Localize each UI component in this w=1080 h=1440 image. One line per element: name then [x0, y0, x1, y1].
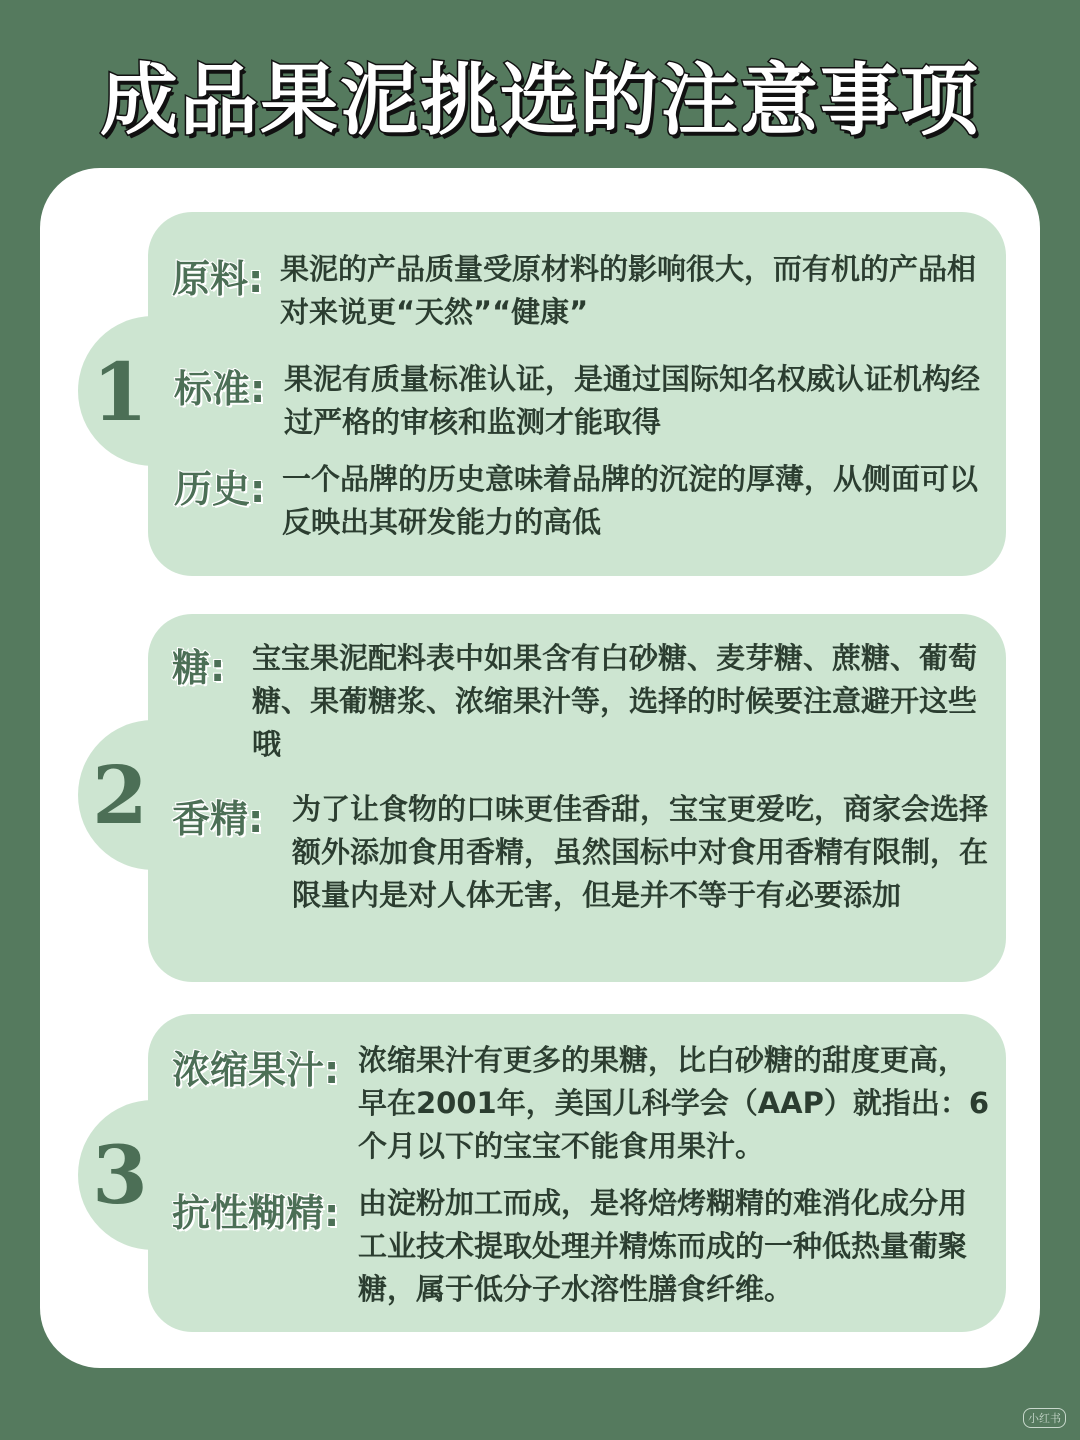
label-history: 历史: — [174, 467, 266, 511]
text-standard: 果泥有质量标准认证，是通过国际知名权威认证机构经过严格的审核和监测才能取得 — [284, 362, 981, 439]
text-flavor: 为了让食物的口味更佳香甜，宝宝更爱吃，商家会选择额外添加食用香精，虽然国标中对食用香精有限制，在限量内是对人体无害，但是并不等于有必要添加 — [292, 792, 989, 912]
text-history: 一个品牌的历史意味着品牌的沉淀的厚薄，从侧面可以反映出其研发能力的高低 — [282, 462, 979, 539]
label-flavor: 香精: — [172, 797, 264, 841]
label-concentrate: 浓缩果汁: — [172, 1048, 340, 1092]
label-dextrin: 抗性糊精: — [172, 1191, 340, 1235]
text-dextrin: 由淀粉加工而成，是将焙烤糊精的难消化成分用工业技术提取处理并精炼而成的一种低热量葡聚糖，属于低分子水溶性膳食纤维。 — [358, 1186, 968, 1306]
section-3-number: 3 — [92, 1128, 148, 1222]
watermark: 小红书 — [1023, 1408, 1066, 1428]
page-title: 成品果泥挑选的注意事项 — [99, 56, 980, 146]
label-standard: 标准: — [174, 367, 266, 411]
section-2-number: 2 — [92, 748, 148, 842]
label-sugar: 糖: — [172, 646, 226, 690]
text-sugar: 宝宝果泥配料表中如果含有白砂糖、麦芽糖、蔗糖、葡萄糖、果葡糖浆、浓缩果汁等，选择的时候要注意避开这些哦 — [252, 641, 978, 761]
text-raw-material: 果泥的产品质量受原材料的影响很大，而有机的产品相对来说更“天然”“健康” — [280, 252, 977, 329]
label-raw-material: 原料: — [172, 257, 264, 301]
section-1-number: 1 — [92, 345, 148, 439]
text-concentrate: 浓缩果汁有更多的果糖，比白砂糖的甜度更高，早在2001年，美国儿科学会（AAP）就指出：6个月以下的宝宝不能食用果汁。 — [358, 1043, 990, 1163]
